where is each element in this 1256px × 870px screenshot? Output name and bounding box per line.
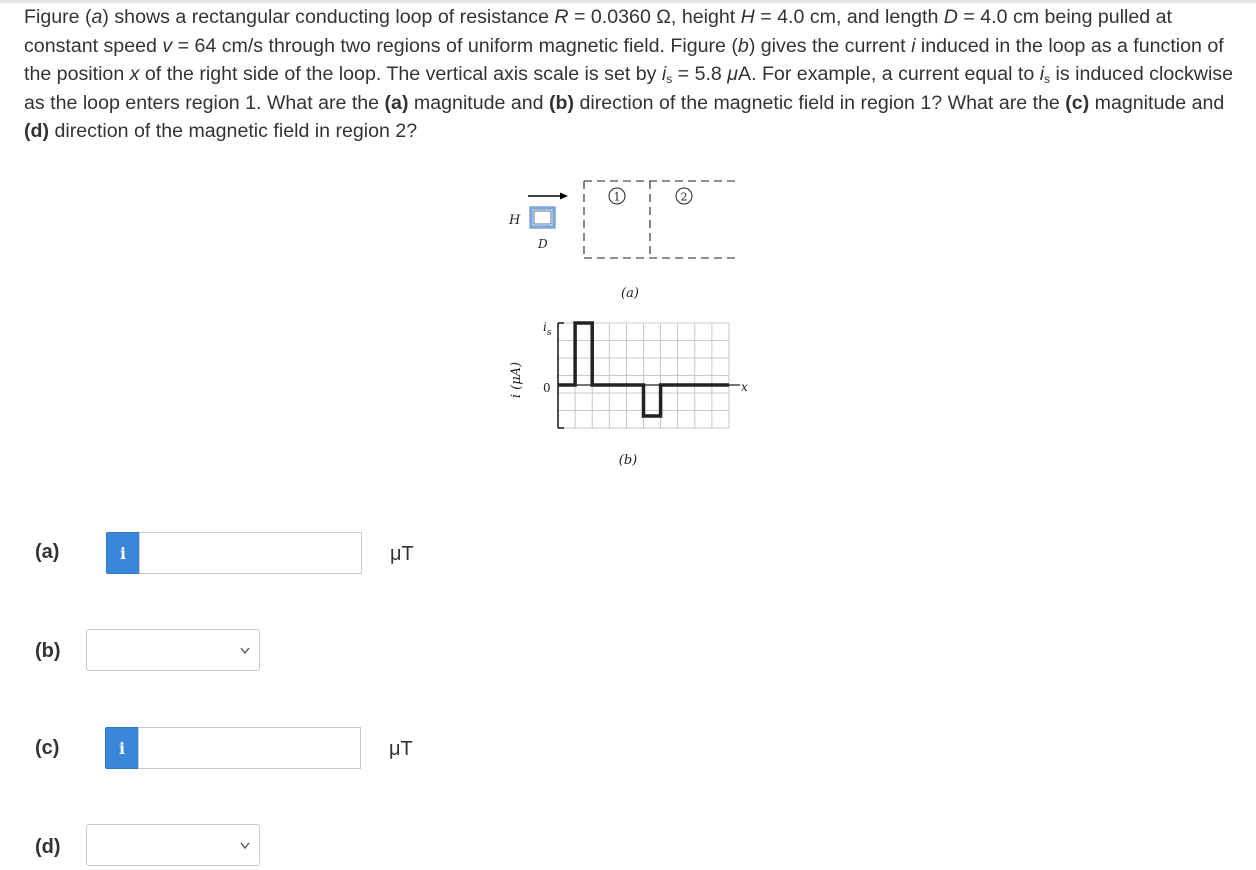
physics-figure — [490, 170, 760, 480]
arrowhead-icon — [560, 193, 568, 200]
hint-button-c[interactable] — [105, 727, 139, 769]
y-axis-label: i (μA) — [509, 361, 524, 399]
unit-c: μT — [389, 738, 413, 760]
field-regions — [584, 181, 740, 258]
part-a-label: (a) — [35, 541, 60, 563]
hint-button-a[interactable] — [106, 532, 140, 574]
part-c-label: (c) — [35, 737, 60, 759]
info-icon: i — [118, 738, 126, 758]
part-b-label: (b) — [35, 640, 61, 662]
answer-c-input[interactable] — [138, 727, 361, 769]
figure-svg — [490, 170, 760, 480]
chevron-down-icon — [239, 836, 251, 856]
direction-b-select[interactable] — [86, 629, 260, 671]
label-h: H — [509, 213, 521, 228]
answer-a-input[interactable] — [139, 532, 362, 574]
label-d: D — [538, 237, 548, 251]
region-1-label: 1 — [613, 190, 621, 204]
chevron-down-icon — [239, 641, 251, 661]
question-text: Figure (a) shows a rectangular conducting loop of resistance R = 0.0360 Ω, height H = 4.0 cm, and length D = 4.0 cm being pulled at constant speed v = 64 cm/s through two regions of uniform magnetic field. Figure (b) gives the current i induced in the loop as a function of the position x of the right side of the loop. The vertical axis scale is set by $i_s = 5.8$ μA. For example, a current equal to $i_s$ is induced clockwise as the loop enters region 1. What are the (a) magnitude and (b) direction of the magnetic field in region 1? What are the (c) magnitude and (d) direction of the magnetic field in region 2? — [24, 6, 1234, 143]
part-d-label: (d) — [35, 836, 61, 858]
loop-diagram — [508, 193, 568, 252]
tick-label-is: $i_s$ — [543, 320, 552, 338]
tick-label-zero: 0 — [543, 381, 551, 395]
caption-a: (a) — [621, 286, 639, 301]
info-icon: i — [119, 543, 127, 563]
x-axis-label: x — [741, 380, 748, 394]
caption-b: (b) — [618, 453, 638, 468]
region-2-label: 2 — [680, 190, 688, 204]
direction-d-select[interactable] — [86, 824, 260, 866]
unit-a: μT — [390, 543, 414, 565]
